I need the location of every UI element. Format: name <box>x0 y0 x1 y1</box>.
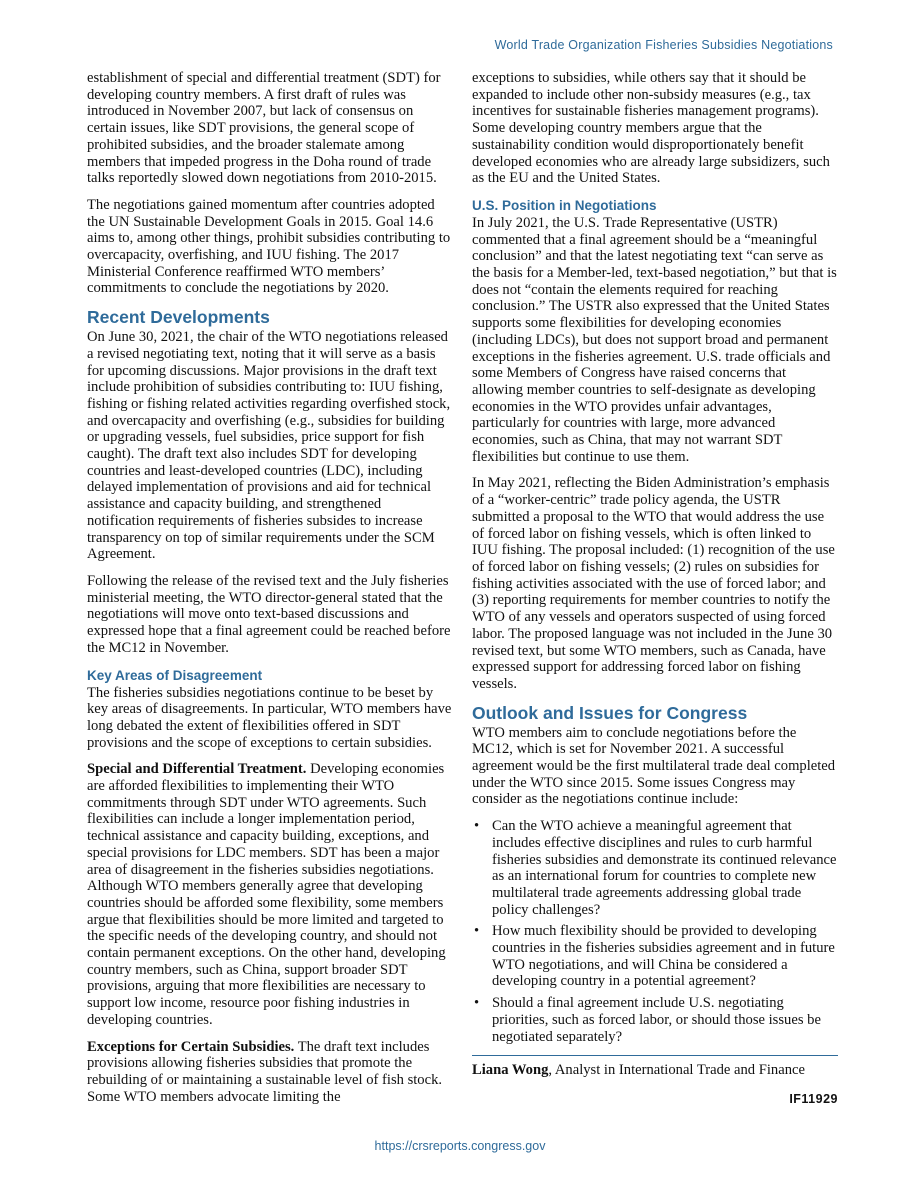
heading-outlook: Outlook and Issues for Congress <box>472 702 748 723</box>
author-line <box>472 1062 838 1079</box>
author-divider <box>472 1055 838 1056</box>
paragraph: In May 2021, reflecting the Biden Administration’s emphasis of a “worker-centric” trade policy agenda, the USTR submitted a proposal to the WTO that would address the use of forced labor on fishing vessels, which is often linked to IUU fishing. The proposal included: (1) recognition of the use of forced labor on fishing vessels; (2) rules on subsidies for fishing activities associated with the use of forced labor; and (3) reporting requirements for member countries to notify the WTO of any vessels and operators suspected of using forced labor. The proposed language was not included in the June 30 revised text, but some WTO members, such as Canada, have expressed support for addressing forced labor on fishing vessels. <box>472 475 835 692</box>
paragraph: establishment of special and differential treatment (SDT) for developing country members. A first draft of rules was introduced in November 2007, but lack of consensus on certain issues, like SDT provisions, the general scope of prohibited subsidies, and the broader stalemate among members that impeded progress in the Doha round of trade talks reportedly slowed down negotiations from 2010-2015. <box>87 70 441 187</box>
paragraph-text: Developing economies are afforded flexibilities to implementing their WTO commitments through SDT under WTO agreements. Such flexibilities can include a longer implementation period, technical assistance and capacity building, exceptions, and special provisions for LDC members. SDT has been a major area of disagreement in the fisheries subsidies negotiations. Although WTO members generally agree that developing countries should be afforded some flexibility, some members argue that flexibilities should be more limited and targeted to the specific needs of the developing country, and should not contain permanent exceptions. On the other hand, developing country members, such as China, support broader SDT provisions, arguing that more flexibilities are necessary to support low income, resource poor fishing industries in developing countries. <box>87 761 446 1028</box>
paragraph-exceptions <box>87 1039 452 1106</box>
paragraph: On June 30, 2021, the chair of the WTO negotiations released a revised negotiating text, noting that it will serve as a basis for upcoming discussions. Major provisions in the draft text include prohibition of subsidies contributing to: IUU fishing, fishing or fishing related activities regarding overfished stock, and overcapacity and overfishing (e.g., subsidies for building or upgrading vessels, fuel subsidies, price support for fish caught). The draft text also includes SDT for developing countries and least-developed countries (LDC), including delayed implementation of provisions and aid for technical assistance and capacity building, and strengthened notification requirements of fisheries subsides to increase transparency on top of similar requirements under the SCM Agreement. <box>87 329 451 563</box>
report-id: IF11929 <box>789 1091 838 1106</box>
list-item <box>472 923 838 990</box>
issues-list <box>472 818 838 1045</box>
run-in-heading: Special and Differential Treatment. <box>87 761 307 778</box>
heading-key-areas: Key Areas of Disagreement <box>87 667 263 683</box>
bullet-icon: • <box>474 923 480 940</box>
right-column <box>472 70 838 1108</box>
paragraph: In July 2021, the U.S. Trade Representative (USTR) commented that a final agreement should be a “meaningful conclusion” and that the latest negotiating text “can serve as the basis for a Member-led, text-based negotiation,” but that is does not “contain the elements required for reaching conclusion.” The USTR also expressed that the United States supports some flexibilities for developing economies (including LDCs), but does not support broad and permanent exceptions in the fisheries agreement. U.S. trade officials and some Members of Congress have raised concerns that allowing member countries to self-designate as developing economies in the WTO provides unfair advantages, particularly for countries with large, more advanced economies, such as China, that may not warrant SDT flexibilities but continue to use them. <box>472 214 837 465</box>
bullet-icon: • <box>474 995 480 1012</box>
list-item-text: How much flexibility should be provided to developing countries in the fisheries subsidies agreement and in future WTO negotiations, and will China be considered a developing country in a potential agreement? <box>492 923 835 990</box>
paragraph: exceptions to subsidies, while others say that it should be expanded to include other non-subsidy measures (e.g., tax incentives for sustainable fisheries management programs). Some developing country members argue that the sustainability condition would disproportionately benefit developed economies who are already large subsidizers, such as the EU and the United States. <box>472 70 830 187</box>
author-name: Liana Wong <box>472 1062 549 1079</box>
left-column <box>87 70 452 1115</box>
heading-us-position: U.S. Position in Negotiations <box>472 197 657 213</box>
list-item-text: Should a final agreement include U.S. negotiating priorities, such as forced labor, or should those issues be negotiated separately? <box>492 995 821 1045</box>
paragraph: Following the release of the revised text and the July fisheries ministerial meeting, the WTO director-general stated that the negotiations will move onto text-based discussions and expressed hope that a final agreement could be reached before the MC12 in November. <box>87 572 451 656</box>
author-title: , Analyst in International Trade and Finance <box>548 1062 805 1079</box>
list-item <box>472 818 838 918</box>
paragraph-text: The draft text includes provisions allowing fisheries subsidies that promote the rebuilding of or maintaining a sustainable level of fish stock. Some WTO members advocate limiting the <box>87 1038 443 1105</box>
bullet-icon: • <box>474 818 480 835</box>
paragraph: WTO members aim to conclude negotiations before the MC12, which is set for November 2021. A successful agreement would be the first multilateral trade deal completed under the WTO since 2015. Some issues Congress may consider as the negotiations continue include: <box>472 724 836 808</box>
footer-url-link[interactable]: https://crsreports.congress.gov <box>374 1139 546 1153</box>
list-item <box>472 995 838 1045</box>
list-item-text: Can the WTO achieve a meaningful agreement that includes effective disciplines and rules to curb harmful fisheries subsidies and demonstrate its continued relevance as an international forum for countries to complete new multilateral trade agreements addressing global trade policy challenges? <box>492 818 837 918</box>
run-in-heading: Exceptions for Certain Subsidies. <box>87 1038 295 1055</box>
heading-recent-developments: Recent Developments <box>87 307 270 328</box>
running-header: World Trade Organization Fisheries Subsidies Negotiations <box>494 38 833 52</box>
paragraph: The negotiations gained momentum after countries adopted the UN Sustainable Development Goals in 2015. Goal 14.6 aims to, among other things, prohibit subsidies contributing to overcapacity, overfishing, and IUU fishing. The 2017 Ministerial Conference reaffirmed WTO members’ commitments to conclude the negotiations by 2020. <box>87 196 451 297</box>
paragraph: The fisheries subsidies negotiations continue to be beset by key areas of disagreements. In particular, WTO members have long debated the extent of flexibilities offered in SDT provisions and the scope of exceptions to certain subsidies. <box>87 684 452 751</box>
paragraph-sdt <box>87 761 452 1028</box>
